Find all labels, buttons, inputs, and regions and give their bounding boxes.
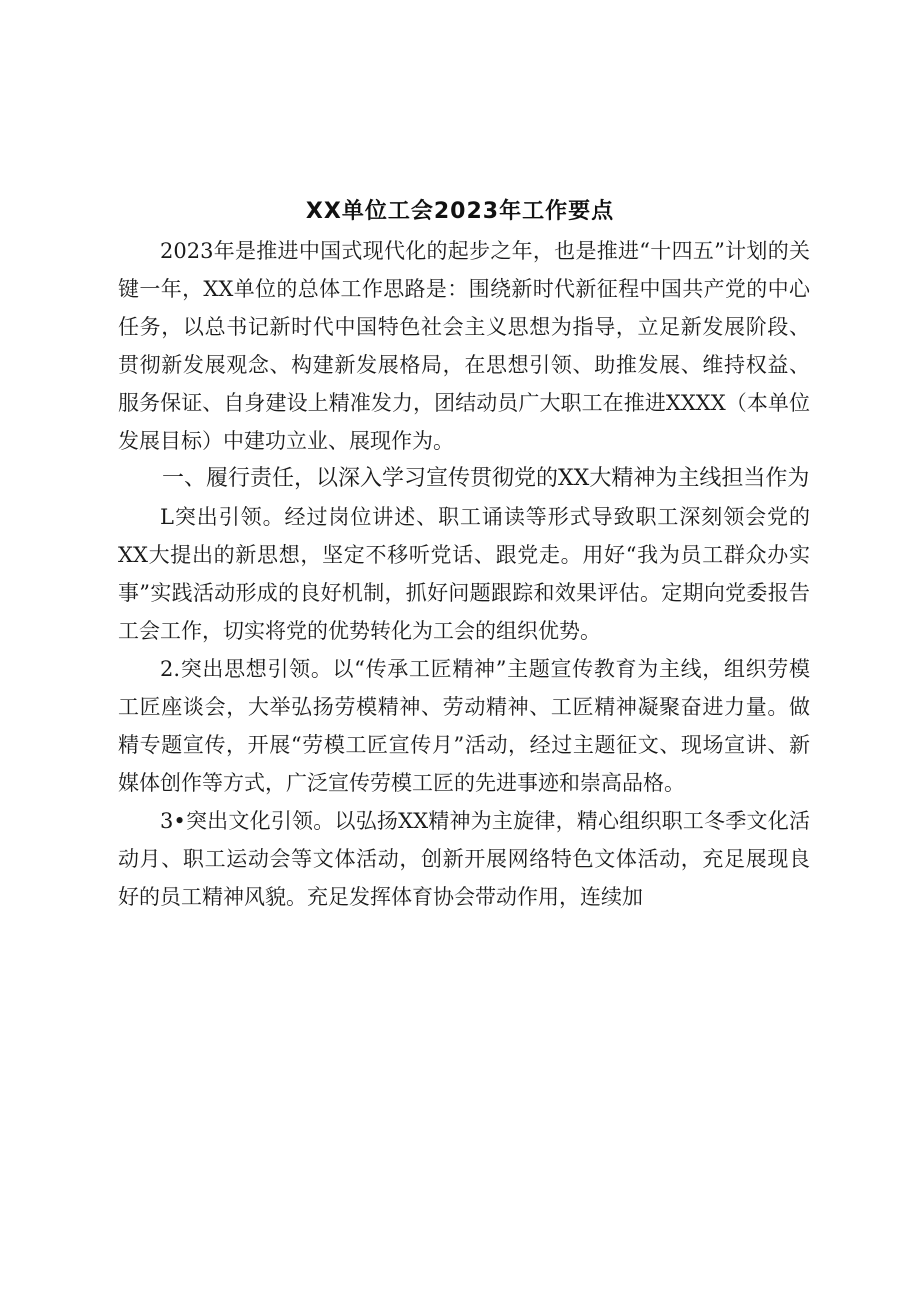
item-paragraph-2: 2.突出思想引领。以“传承工匠精神”主题宣传教育为主线，组织劳模工匠座谈会，大举弘扬劳模精神、劳动精神、工匠精神凝聚奋进力量。做精专题宣传，开展“劳模工匠宣传月”活动，经过主题征文、现场宣讲、新媒体创作等方式，广泛宣传劳模工匠的先进事迹和崇高品格。: [118, 657, 810, 795]
item-paragraph-1: L突出引领。经过岗位讲述、职工诵读等形式导致职工深刻领会党的XX大提出的新思想，坚定不移听党话、跟党走。用好“我为员工群众办实事”实践活动形成的良好机制，抓好问题跟踪和效果评估。定期向党委报告工会工作，切实将党的优势转化为工会的组织优势。: [118, 505, 810, 643]
document-body: [118, 232, 810, 916]
item-paragraph-3: 3•突出文化引领。以弘扬XX精神为主旋律，精心组织职工冬季文化活动月、职工运动会等文体活动，创新开展网络特色文体活动，充足展现良好的员工精神风貌。充足发挥体育协会带动作用，连续加: [118, 809, 810, 909]
intro-paragraph: 2023年是推进中国式现代化的起步之年，也是推进“十四五”计划的关键一年，XX单位的总体工作思路是：围绕新时代新征程中国共产党的中心任务，以总书记新时代中国特色社会主义思想为指导，立足新发展阶段、贯彻新发展观念、构建新发展格局，在思想引领、助推发展、维持权益、服务保证、自身建设上精准发力，团结动员广大职工在推进XXXX（本单位发展目标）中建功立业、展现作为。: [118, 239, 810, 453]
document-title: XX单位工会2023年工作要点: [305, 199, 615, 224]
section-heading-1: 一、履行责任，以深入学习宣传贯彻党的XX大精神为主线担当作为: [162, 466, 810, 491]
